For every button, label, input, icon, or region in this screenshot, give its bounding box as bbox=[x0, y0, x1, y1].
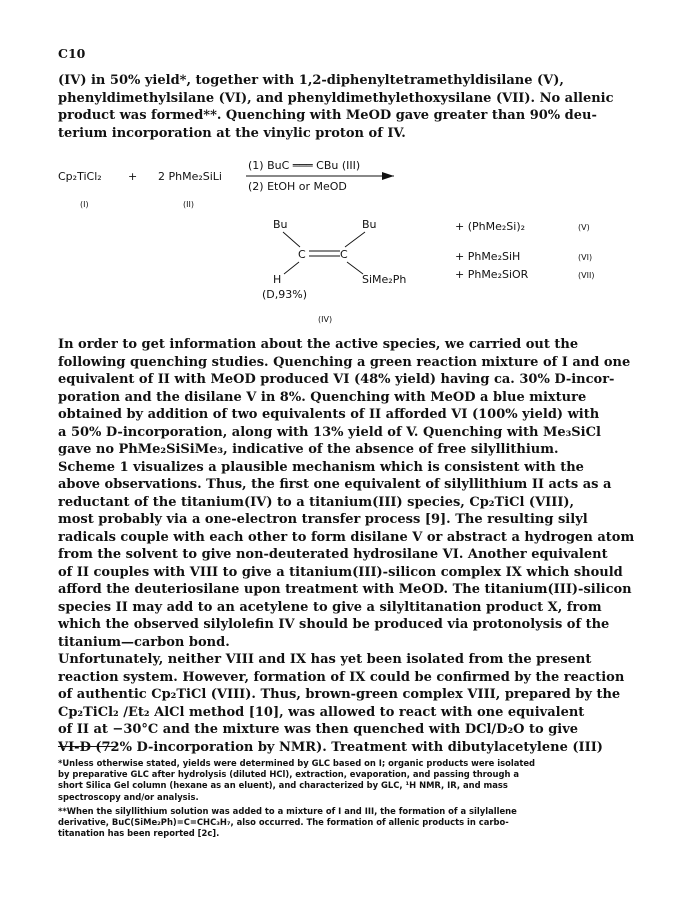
body-line: a 50% D-incorporation, along with 13% yield of V. Quenching with Me₃SiCl bbox=[58, 424, 601, 440]
reaction-scheme bbox=[0, 150, 676, 330]
body-text bbox=[58, 336, 635, 756]
product-carbon-2: C bbox=[340, 248, 348, 261]
body-line: titanium—carbon bond. bbox=[58, 634, 230, 650]
plus-sign: + bbox=[128, 170, 138, 183]
condition-step-1: (1) BuC ═══ CBu (III) bbox=[248, 159, 361, 172]
intro-line: terium incorporation at the vinylic proton of IV. bbox=[58, 125, 406, 141]
product-bu-left: Bu bbox=[273, 218, 288, 231]
body-line: radicals couple with each other to form disilane V or abstract a hydrogen atom bbox=[58, 529, 635, 545]
body-line: reaction system. However, formation of IX could be confirmed by the reaction bbox=[58, 669, 625, 685]
body-line: following quenching studies. Quenching a green reaction mixture of I and one bbox=[58, 354, 631, 370]
intro-paragraph bbox=[58, 72, 624, 142]
footnote-2 bbox=[58, 806, 588, 840]
bond-silyl bbox=[347, 262, 363, 274]
product-hydrogen: H bbox=[273, 273, 282, 286]
footnote-line: derivative, BuC(SiMe₂Ph)=C=CHC₃H₇, also occurred. The formation of allenic products in carbo- bbox=[58, 817, 509, 828]
body-line: Cp₂TiCl₂ /Et₂ AlCl method [10], was allowed to react with one equivalent bbox=[58, 704, 585, 720]
intro-line: (IV) in 50% yield*, together with 1,2-diphenyltetramethyldisilane (V), bbox=[58, 73, 564, 88]
product-label-iv: (IV) bbox=[318, 315, 333, 324]
footnote-1 bbox=[58, 758, 588, 803]
product-bu-right: Bu bbox=[362, 218, 377, 231]
reactant-label-ii: (II) bbox=[183, 200, 194, 209]
intro-line: product was formed**. Quenching with MeOD gave greater than 90% deu- bbox=[58, 108, 597, 123]
footnote-line: short Silica Gel column (hexane as an eluent), and characterized by GLC, ¹H NMR, IR, and mass bbox=[58, 780, 508, 791]
footnote-rule bbox=[58, 746, 116, 747]
body-line: reductant of the titanium(IV) to a titanium(III) species, Cp₂TiCl (VIII), bbox=[58, 494, 575, 510]
footnote-line: **When the silyllithium solution was added to a mixture of I and III, the formation of a silylallene bbox=[58, 806, 517, 816]
condition-step-2: (2) EtOH or MeOD bbox=[248, 180, 347, 193]
side-product-label-v: (V) bbox=[578, 223, 590, 232]
product-silyl-group: SiMe₂Ph bbox=[362, 273, 407, 286]
side-product-disilane: + (PhMe₂Si)₂ bbox=[455, 220, 526, 233]
body-line: equivalent of II with MeOD produced VI (48% yield) having ca. 30% D-incor- bbox=[58, 372, 615, 387]
bond-bu-left bbox=[283, 232, 300, 247]
reactant-silyllithium: 2 PhMe₂SiLi bbox=[158, 170, 222, 183]
side-product-label-vii: (VII) bbox=[578, 271, 595, 280]
side-product-hydrosilane: + PhMe₂SiH bbox=[455, 250, 521, 263]
body-line: Unfortunately, neither VIII and IX has yet been isolated from the present bbox=[58, 652, 592, 667]
reactant-cp2ticl2: Cp₂TiCl₂ bbox=[58, 170, 102, 183]
reactant-label-i: (I) bbox=[80, 200, 89, 209]
body-line: Scheme 1 visualizes a plausible mechanism which is consistent with the bbox=[58, 459, 584, 475]
body-line: obtained by addition of two equivalents of II afforded VI (100% yield) with bbox=[58, 407, 600, 422]
product-deuterium-note: (D,93%) bbox=[262, 288, 307, 301]
side-product-alkoxysilane: + PhMe₂SiOR bbox=[455, 268, 529, 281]
bond-h bbox=[284, 262, 299, 274]
bond-bu-right bbox=[345, 232, 365, 247]
body-line: gave no PhMe₂SiSiMe₃, indicative of the absence of free silyllithium. bbox=[58, 442, 559, 457]
body-line: of II at −30°C and the mixture was then quenched with DCl/D₂O to give bbox=[58, 722, 579, 737]
footnote-line: titanation has been reported [2c]. bbox=[58, 828, 220, 839]
body-line: of II couples with VIII to give a titanium(III)-silicon complex IX which should bbox=[58, 564, 623, 580]
page-number: C10 bbox=[58, 46, 86, 61]
footnote-line: spectroscopy and/or analysis. bbox=[58, 791, 199, 802]
body-line: VI-D (72% D-incorporation by NMR). Treatment with dibutylacetylene (III) bbox=[58, 739, 603, 755]
intro-line: phenyldimethylsilane (VI), and phenyldimethylethoxysilane (VII). No allenic bbox=[58, 90, 614, 106]
body-line: from the solvent to give non-deuterated hydrosilane VI. Another equivalent bbox=[58, 547, 608, 562]
body-line: above observations. Thus, the first one equivalent of silyllithium II acts as a bbox=[58, 477, 612, 492]
body-line: In order to get information about the active species, we carried out the bbox=[58, 337, 579, 352]
body-line: which the observed silylolefin IV should be produced via protonolysis of the bbox=[58, 617, 610, 632]
side-product-label-vi: (VI) bbox=[578, 253, 593, 262]
body-line: of authentic Cp₂TiCl (VIII). Thus, brown-green complex VIII, prepared by the bbox=[58, 687, 621, 702]
body-line: poration and the disilane V in 8%. Quenching with MeOD a blue mixture bbox=[58, 389, 587, 405]
body-line: afford the deuteriosilane upon treatment with MeOD. The titanium(III)-silicon bbox=[58, 582, 632, 597]
reaction-arrowhead bbox=[382, 172, 394, 180]
product-carbon-1: C bbox=[298, 248, 306, 261]
body-line: most probably via a one-electron transfer process [9]. The resulting silyl bbox=[58, 512, 588, 527]
footnote-line: *Unless otherwise stated, yields were determined by GLC based on I; organic products were isolated bbox=[58, 758, 536, 768]
footnote-line: by preparative GLC after hydrolysis (diluted HCl), extraction, evaporation, and passing through a bbox=[58, 769, 520, 780]
body-line: species II may add to an acetylene to give a silyltitanation product X, from bbox=[58, 599, 602, 615]
